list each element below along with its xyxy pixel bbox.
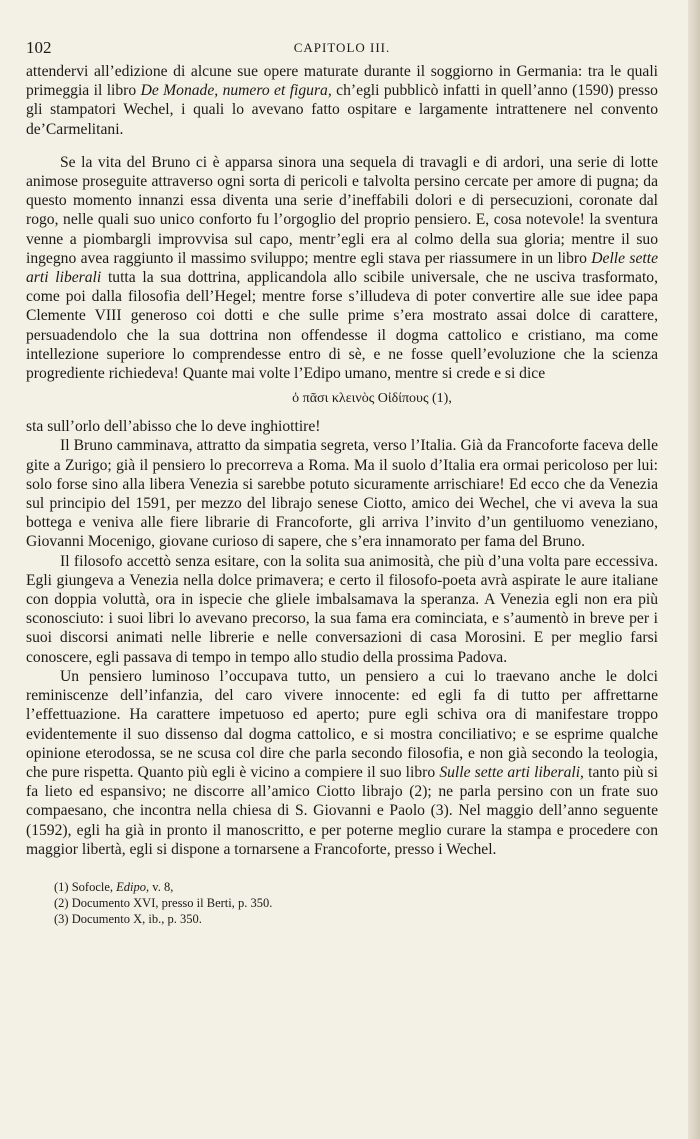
footnote-2: (2) Documento XVI, presso il Berti, p. 350.: [54, 895, 273, 910]
footnote-3: (3) Documento X, ib., p. 350.: [54, 911, 202, 926]
paragraph-vita-del-bruno: Se la vita del Bruno ci è apparsa sinora una sequela di travagli e di ardori, una serie di lotte animose proseguite attraverso ogni sorta di pericoli e talvolta persino cercate per amore di pugna; da questo momento innanzi essa diventa una serie d’ineffabili dolori e di persecuzioni, coronate dal rogo, nelle quali suo unico conforto fu l’orgoglio del proprio pensiero. E, cosa notevole! la sventura venne a piombargli improvvisa sul capo, mentr’egli era al colmo della sua gloria; mentre il suo ingegno avea raggiunto il massimo sviluppo; mentre egli stava per riassumere in un libro Delle sette arti liberali tutta la sua dottrina, applicandola allo scibile universale, che ne usciva trasformato, come poi dalla filosofia dell’Hegel; mentre forse s’illudeva di poter convertire alle sue idee papa Clemente VIII generoso coi dotti e che sulle prime s’era mostrato assai dolce di carattere, persuadendolo che la sua dottrina non offendesse il dogma cattolico e cristiano, ma come intellezione superiore lo comprendesse entro di sè, e ne fosse quell’evoluzione che la scienza progrediente richiedeva! Quante mai volte l’Edipo umano, mentre si crede e si dice: [26, 153, 658, 383]
paragraph-filosofo-accetto: Il filosofo accettò senza esitare, con la solita sua animosità, che più d’una volta pare eccessiva. Egli giungeva a Venezia nella dolce primavera; e certo il filosofo-poeta avrà aspirate le aure italiane con doppia voluttà, ora in ispecie che gliele imbalsamava la speranza. A Venezia egli non era più sconosciuto: i suoi libri lo avevano precorso, la sua fama era cominciata, e s’aumentò in breve per i suoi discorsi animati nelle librerie e nelle conversazioni di casa Morosini. E per meglio farsi conoscere, egli passava di tempo in tempo allo studio della prossima Padova.: [26, 552, 658, 666]
page-edge: [688, 0, 700, 1139]
paragraph-camminava: Il Bruno camminava, attratto da simpatia segreta, verso l’Italia. Già da Francoforte faceva delle gite a Zurigo; già il pensiero lo precorreva a Roma. Ma il suolo d’Italia era ormai pericoloso per lui: solo forse sino alla libera Venezia si sarebbe potuto sicuramente arrischiare! Ed ecco che da Venezia sul principio del 1591, per mezzo del librajo senese Ciotto, amico dei Wechel, che vi aveva la sua bottega e veniva alle fiere librarie di Francoforte, gli arriva l’invito d’un gentiluomo veneziano, Giovanni Mocenigo, giovane curioso di sapere, che s’era innamorato per fama del Bruno.: [26, 437, 658, 551]
greek-quotation: ὁ πᾶσι κλεινὸς Οἰδίπους (1),: [292, 391, 452, 407]
paragraph-continuation: attendervi all’edizione di alcune sue opere maturate durante il soggiorno in Germania: tra le quali primeggia il libro De Monade, numero et figura, ch’egli pubblicò infatti in quell’anno (1590) presso gli stampatori Wechel, i quali lo avevano fatto ospitare e largamente intrattenere nel convento de’Carmelitani.: [26, 63, 658, 138]
running-header: [26, 38, 658, 62]
page-number: 102: [26, 38, 52, 57]
italic-title: Edipo: [116, 879, 146, 894]
italic-title: Delle sette arti liberali: [26, 249, 658, 287]
footnotes: [26, 879, 658, 927]
italic-title: Sulle sette arti liberali,: [439, 763, 584, 781]
paragraph-pensiero-luminoso: Un pensiero luminoso l’occupava tutto, un pensiero a cui lo traevano anche le dolci reminiscenze dell’infanzia, del caro vivere innocente: ed egli fa di tutto per affrettarne l’effettuazione. Ha carattere impetuoso ed aperto; pure egli schiva ora di manifestare troppo evidentemente il suo dissenso dal dogma cattolico, e si mostra conciliativo; e se esprime qualche opinione eterodossa, se ne scusa col dire che parla secondo filosofia, e non già secondo la teologia, che pure rispetta. Quanto più egli è vicino a compiere il suo libro Sulle sette arti liberali, tanto più si fa lieto ed espansivo; ne discorre all’amico Ciotto librajo (2); ne parla persino con un frate suo compaesano, che incontra nella chiesa di S. Giovanni e Paolo (3). Nel maggio dell’anno seguente (1592), egli ha già in pronto il manoscritto, e per poterne meglio curare la stampa e procedere con maggior libertà, egli si dispone a tornarsene a Francoforte, presso i Wechel.: [26, 667, 658, 858]
italic-title: De Monade, numero et figura,: [140, 82, 332, 100]
book-page: [26, 38, 658, 927]
footnote-1: (1) Sofocle, Edipo, v. 8,: [54, 879, 174, 894]
paragraph-abisso: sta sull’orlo dell’abisso che lo deve inghiottire!: [26, 418, 321, 436]
chapter-title: CAPITOLO III.: [293, 40, 391, 55]
